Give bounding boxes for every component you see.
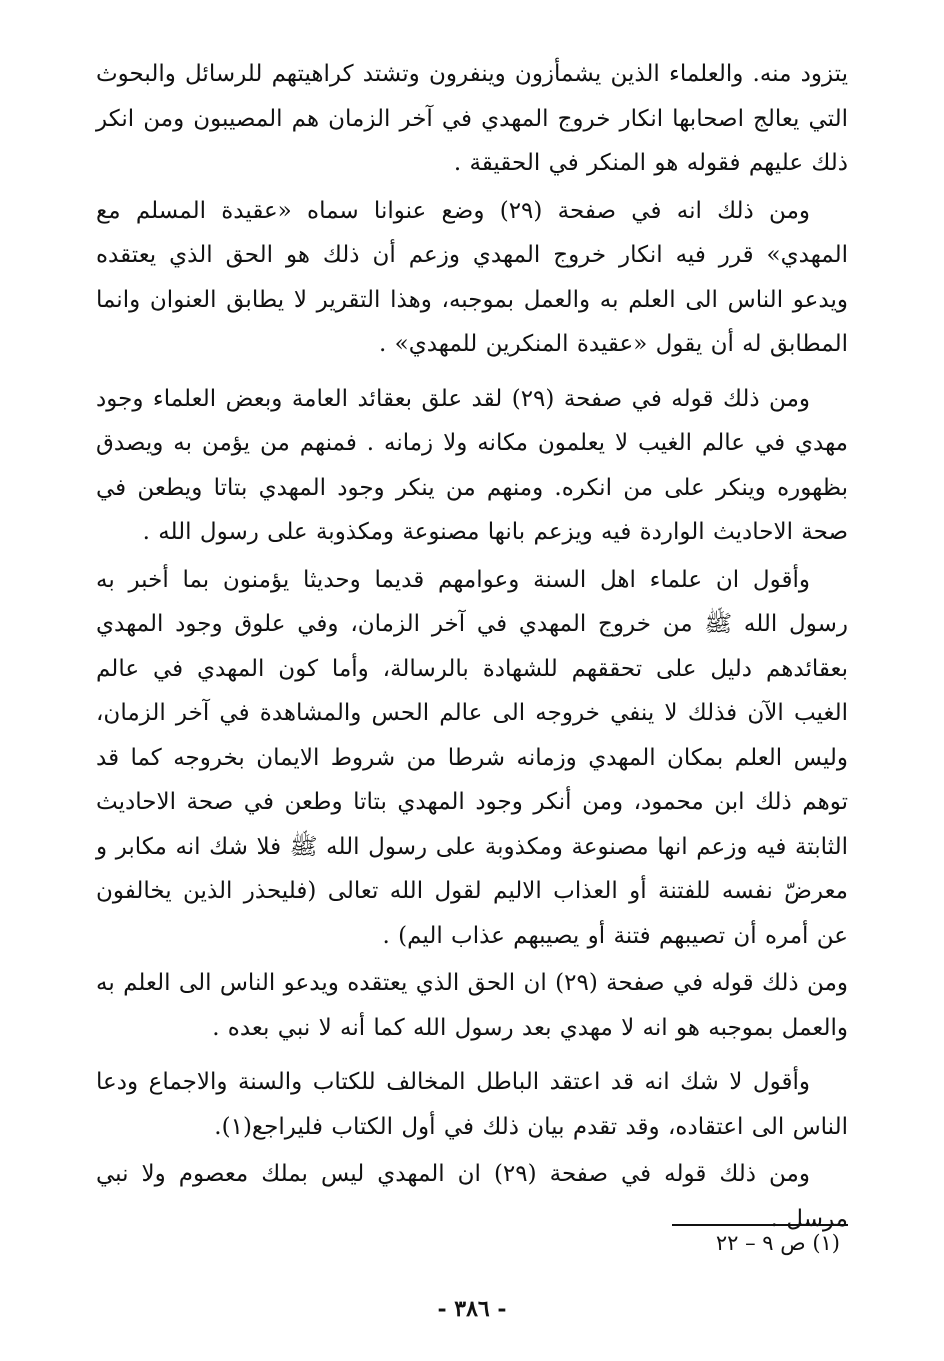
paragraph-response-ahl-sunnah: وأقول ان علماء اهل السنة وعوامهم قديما وحديثا يؤمنون بما أخبر به رسول الله ﷺ من خروج المهدي في آخر الزمان، وفي علوق وجود المهدي بعقائدهم دليل على تحققهم للشهادة بالرسالة، وأما كون المهدي في عالم الغيب الآن فذلك لا ينفي خروجه الى عالم الحس والمشاهدة في آخر الزمان، وليس العلم بمكان المهدي وزمانه شرطا من شروط الايمان بخروجه كما قد توهم ذلك ابن محمود، ومن أنكر وجود المهدي بتاتا وطعن في صحة الاحاديث الثابتة فيه وزعم انها مصنوعة ومكذوبة على رسول الله ﷺ فلا شك انه مكابر و معرضّ نفسه للفتنة أو العذاب الاليم لقول الله تعالى (فليحذر الذين يخالفون عن أمره أن تصيبهم فتنة أو يصيبهم عذاب اليم) . [96, 566, 848, 949]
paragraph-response-falsehood: وأقول لا شك انه قد اعتقد الباطل المخالف للكتاب والسنة والاجماع ودعا الناس الى اعتقاده، وقد تقدم بيان ذلك في أول الكتاب فليراجع(١). [96, 1069, 848, 1140]
footnote-divider [672, 1224, 848, 1226]
paragraph-quote-not-infallible: ومن ذلك قوله في صفحة (٢٩) ان المهدي ليس بملك معصوم ولا نبي مرسل . [96, 1161, 848, 1232]
paragraph-quote-truth: ومن ذلك قوله في صفحة (٢٩) ان الحق الذي يعتقده ويدعو الناس الى العلم به والعمل بموجبه هو انه لا مهدي بعد رسول الله كما أنه لا نبي بعده . [96, 970, 848, 1041]
paragraph-continuation: يتزود منه. والعلماء الذين يشمأزون وينفرون وتشتد كراهيتهم للرسائل والبحوث التي يعالج اصحابها انكار خروج المهدي في آخر الزمان هم المصيبون ومن انكر ذلك عليهم فقوله هو المنكر في الحقيقة . [96, 61, 848, 176]
footnote: (١) ص ٩ – ٢٢ [715, 1231, 840, 1255]
paragraph-title-critique: ومن ذلك انه في صفحة (٢٩) وضع عنوانا سماه «عقيدة المسلم مع المهدي» قرر فيه انكار خروج المهدي وزعم أن ذلك هو الحق الذي يعتقده ويدعو الناس الى العلم به والعمل بموجبه، وهذا التقرير لا يطابق العنوان وانما المطابق له أن يقول «عقيدة المنكرين للمهدي» . [96, 197, 848, 357]
page-number: - ٣٨٦ - [437, 1296, 507, 1322]
body-text [96, 52, 848, 1241]
paragraph-quote-unseen: ومن ذلك قوله في صفحة (٢٩) لقد علق بعقائد العامة وبعض العلماء وجود مهدي في عالم الغيب لا يعلمون مكانه ولا زمانه . فمنهم من يؤمن به ويصدق بظهوره وينكر على من انكره. ومنهم من ينكر وجود المهدي بتاتا ويطعن في صحة الاحاديث الواردة فيه ويزعم بانها مصنوعة ومكذوبة على رسول الله . [96, 385, 848, 545]
